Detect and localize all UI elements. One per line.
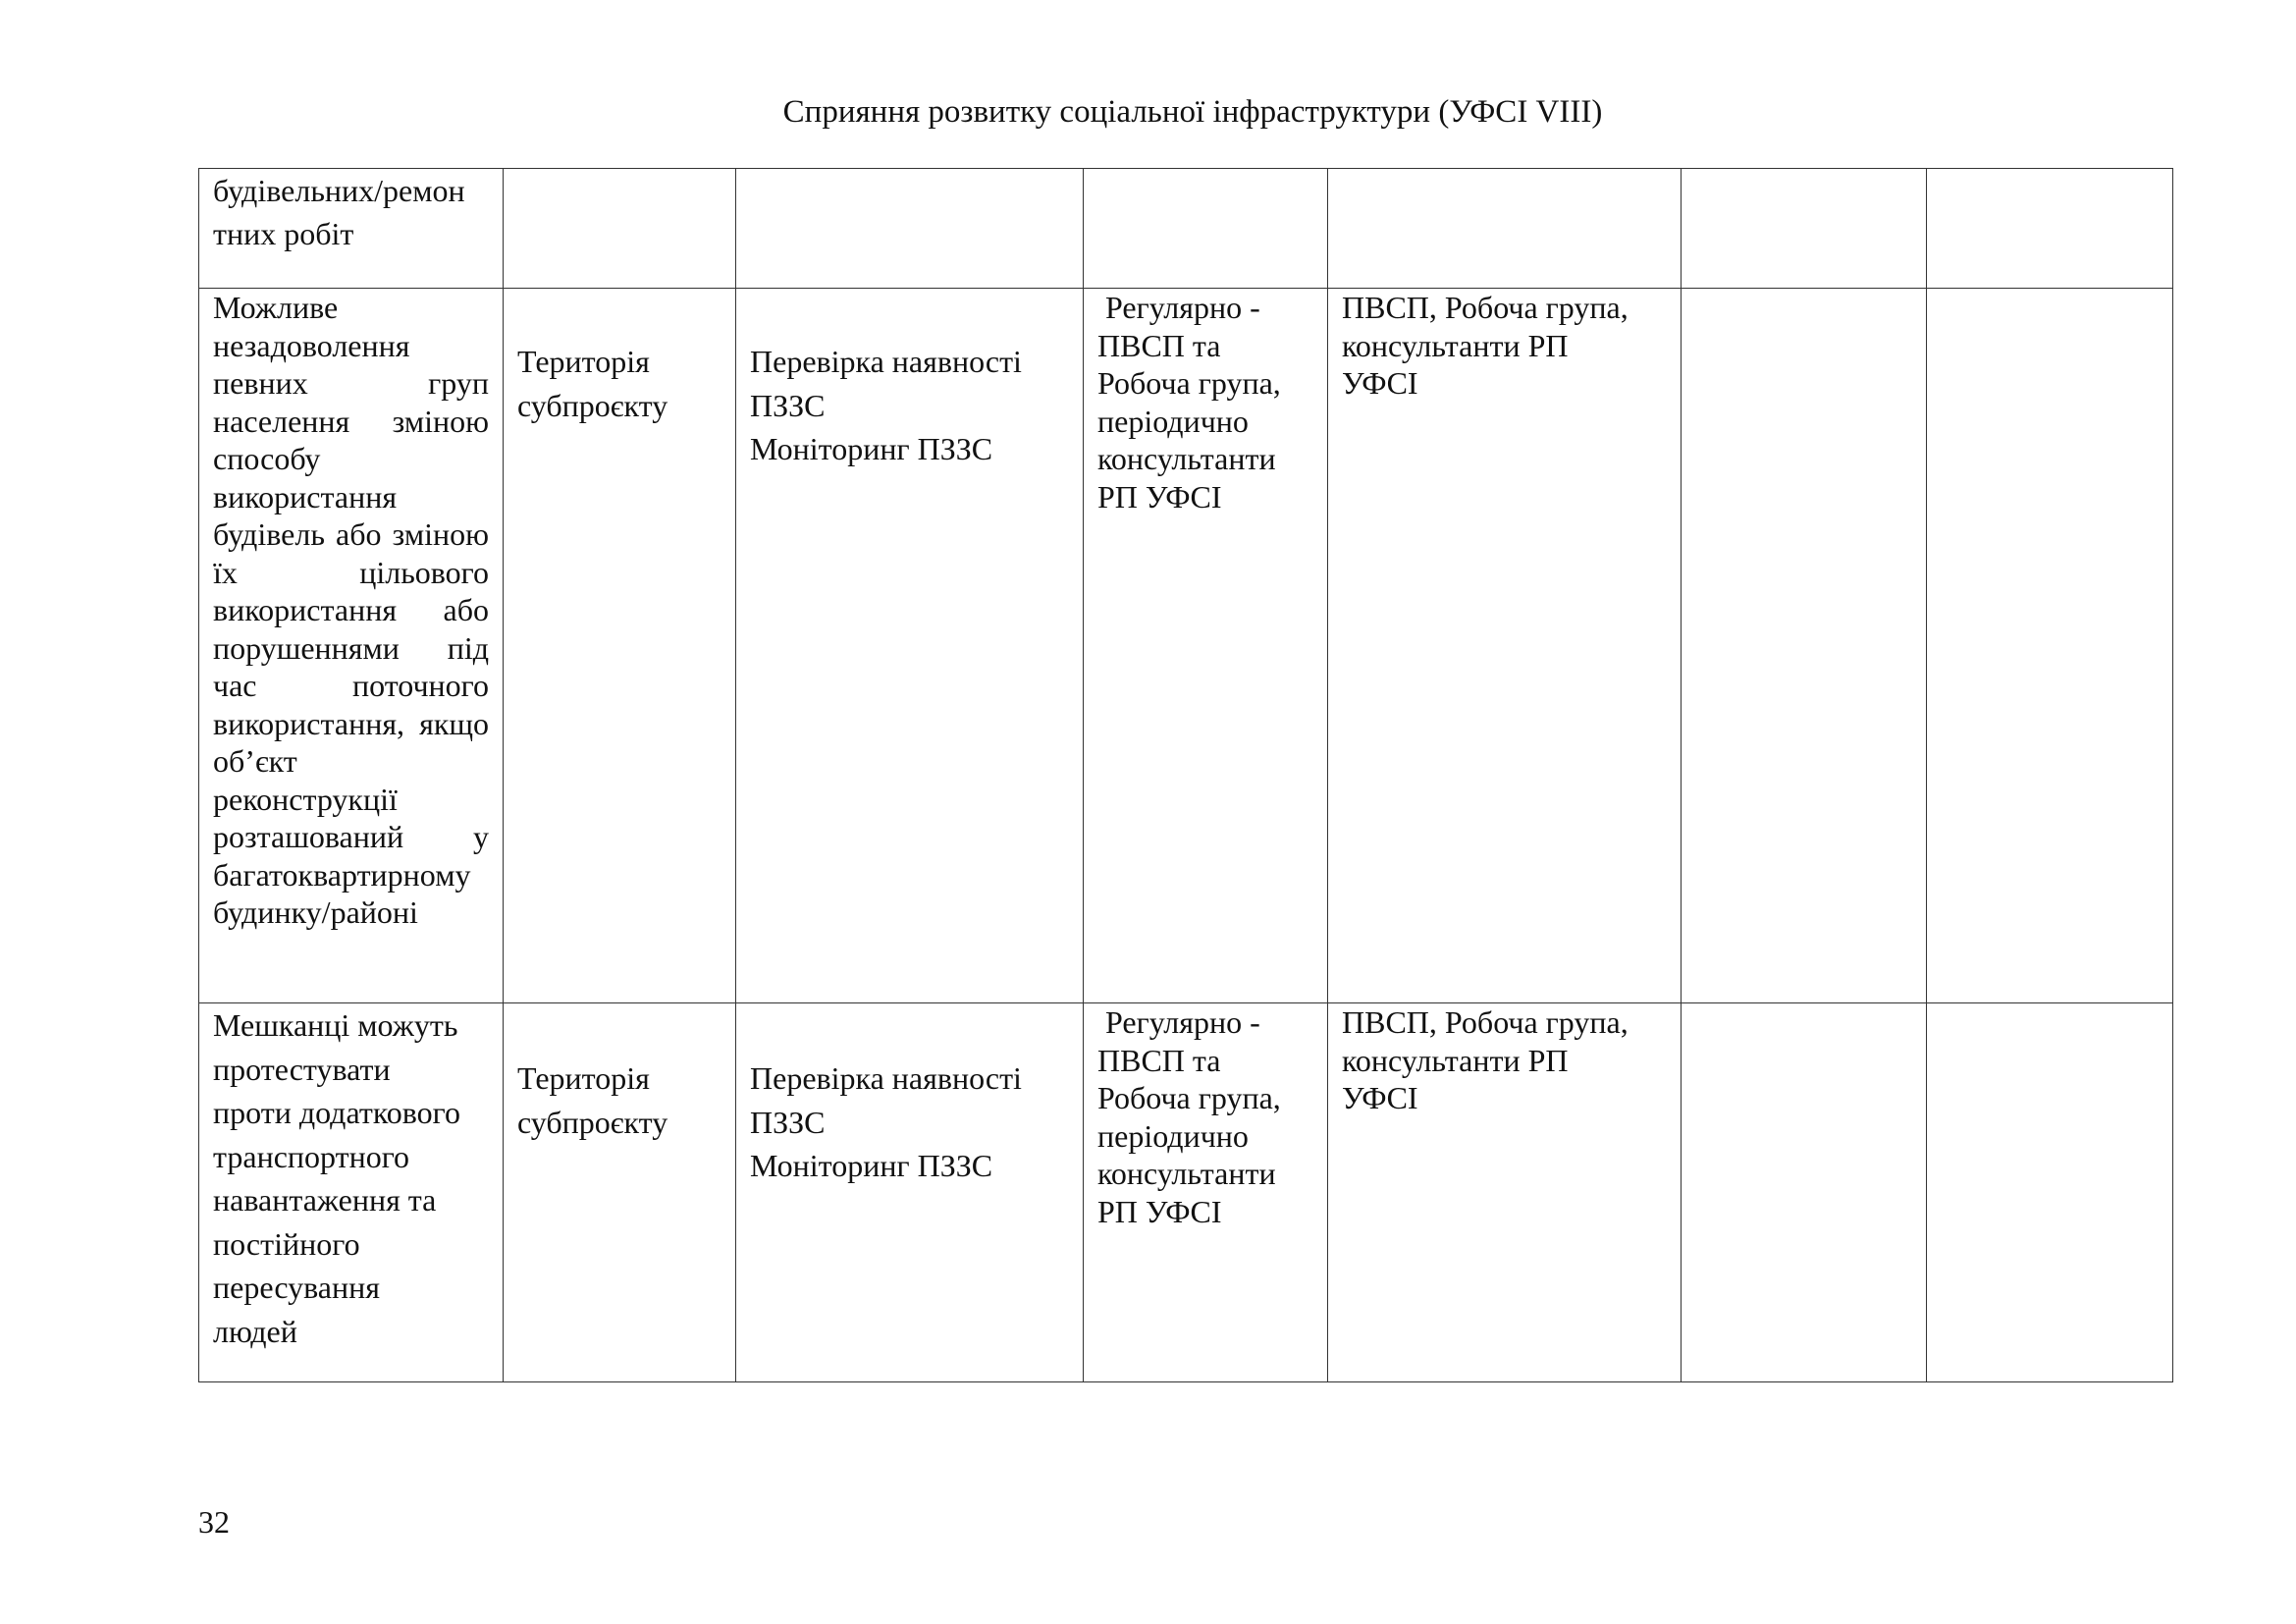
frequency-cell <box>1084 169 1328 289</box>
risk-line: людей <box>213 1313 297 1349</box>
empty-cell <box>1927 1003 2173 1382</box>
measures-cell <box>736 289 1084 1003</box>
location-cell <box>504 1003 736 1382</box>
risk-line: пересування <box>213 1270 380 1305</box>
risk-line: тних робіт <box>213 216 354 251</box>
measures-cell <box>736 169 1084 289</box>
responsible-line: ПВСП, Робоча група, <box>1342 1004 1629 1040</box>
location-line: Територія <box>517 344 650 379</box>
measures-cell <box>736 1003 1084 1382</box>
table-row <box>199 1003 2173 1382</box>
measures-line: ПЗЗС <box>750 387 826 423</box>
empty-cell <box>1927 169 2173 289</box>
responsible-line: ПВСП, Робоча група, <box>1342 290 1629 325</box>
empty-cell <box>1682 169 1927 289</box>
risk-line: навантаження та <box>213 1182 437 1218</box>
frequency-line: ПВСП та <box>1097 1042 1221 1078</box>
risk-line: постійного <box>213 1225 360 1262</box>
location-line: Територія <box>517 1060 650 1096</box>
frequency-line: консультанти <box>1097 1156 1276 1191</box>
measures-line: Моніторинг ПЗЗС <box>750 1148 993 1183</box>
location-line: субпроєкту <box>517 1104 668 1140</box>
table-row <box>199 289 2173 1003</box>
empty-cell <box>1682 289 1927 1003</box>
responsible-line: УФСІ <box>1342 1080 1418 1115</box>
responsible-line: консультанти РП <box>1342 1042 1569 1078</box>
responsible-line: консультанти РП <box>1342 327 1569 363</box>
risk-line: транспортного <box>213 1138 410 1174</box>
location-line: субпроєкту <box>517 387 668 423</box>
frequency-line: Регулярно - <box>1097 1004 1260 1040</box>
frequency-line: періодично <box>1097 403 1249 439</box>
empty-cell <box>1927 289 2173 1003</box>
risk-cell <box>199 169 504 289</box>
frequency-cell <box>1084 289 1328 1003</box>
responsible-cell <box>1328 169 1682 289</box>
risk-line: Мешканці можуть <box>213 1007 458 1043</box>
frequency-line: Робоча група, <box>1097 365 1281 401</box>
empty-cell <box>1682 1003 1927 1382</box>
risk-cell: Можливе незадоволення певних груп населення зміною способу використання будівель або зміною їх цільового використання або порушеннями під час поточного використання, якщо об’єкт реконструкції розташований у багатоквартирному будинку/районі <box>199 289 504 1003</box>
location-cell <box>504 169 736 289</box>
page-number: 32 <box>198 1504 230 1540</box>
measures-line: Моніторинг ПЗЗС <box>750 431 993 466</box>
page-header-title: Сприяння розвитку соціальної інфраструктури (УФСІ VIII) <box>782 94 1603 130</box>
frequency-line: періодично <box>1097 1117 1249 1154</box>
frequency-cell <box>1084 1003 1328 1382</box>
frequency-line: РП УФСІ <box>1097 478 1222 514</box>
measures-line: Перевірка наявності <box>750 344 1022 379</box>
responsible-cell <box>1328 1003 1682 1382</box>
measures-line: Перевірка наявності <box>750 1060 1022 1096</box>
table-row <box>199 169 2173 289</box>
mitigation-table <box>198 168 2173 1382</box>
measures-line: ПЗЗС <box>750 1104 826 1140</box>
risk-line: проти додаткового <box>213 1095 460 1130</box>
location-cell <box>504 289 736 1003</box>
frequency-line: Робоча група, <box>1097 1080 1281 1115</box>
frequency-line: ПВСП та <box>1097 327 1221 363</box>
frequency-line: РП УФСІ <box>1097 1193 1222 1229</box>
risk-line: протестувати <box>213 1051 391 1087</box>
risk-cell <box>199 1003 504 1382</box>
responsible-cell <box>1328 289 1682 1003</box>
frequency-line: консультанти <box>1097 441 1276 476</box>
frequency-line: Регулярно - <box>1097 290 1260 325</box>
responsible-line: УФСІ <box>1342 365 1418 401</box>
risk-line: будівельних/ремон <box>213 173 465 208</box>
